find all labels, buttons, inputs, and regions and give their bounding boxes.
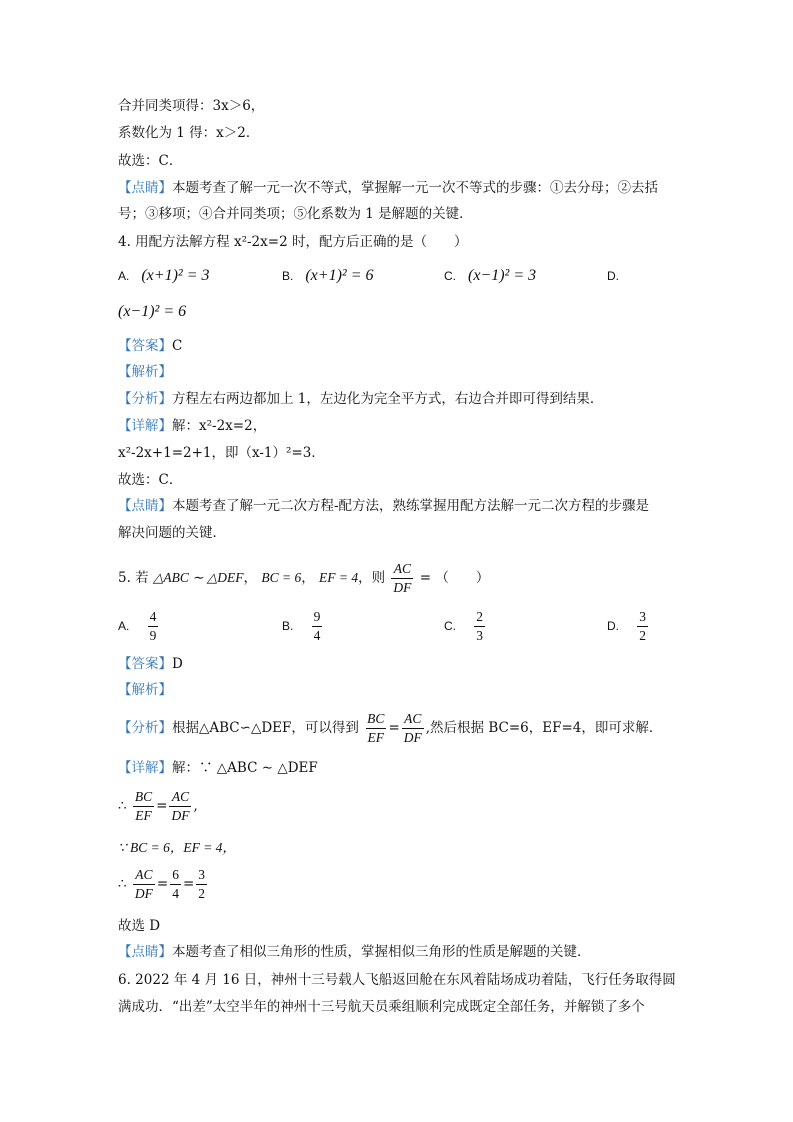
denominator: 2 [639, 628, 647, 643]
q5-option-c [444, 608, 487, 645]
numerator: 3 [639, 609, 647, 624]
because-line [118, 838, 236, 858]
option-label: B. [282, 269, 294, 283]
denominator: 9 [149, 628, 157, 643]
option-math: (x−1)² = 3 [468, 267, 537, 284]
numerator: 6 [172, 867, 179, 882]
option-label: A. [118, 269, 130, 283]
answer-value: C [172, 338, 183, 354]
q5-option-a [118, 608, 160, 645]
dianjing-line [118, 942, 591, 962]
section-tag: 【解析】 [118, 364, 172, 380]
section-tag: 【分析】 [118, 720, 172, 736]
denominator: DF [393, 580, 412, 595]
therefore-symbol: ∴ [118, 876, 127, 892]
detail-line [118, 416, 266, 436]
option-math: (x+1)² = 6 [305, 267, 374, 284]
fraction [148, 608, 159, 645]
text-span: 本题考查了相似三角形的性质，掌握相似三角形的性质是解题的关键． [172, 944, 591, 960]
denominator: DF [403, 730, 422, 745]
denominator: 4 [172, 886, 179, 901]
math-span: △ABC ∼ △DEF [152, 570, 244, 585]
text-line: 号；③移项；④合并同类项；⑤化系数为 1 是解题的关键． [118, 206, 473, 222]
text-span: 5. 若 [118, 570, 149, 586]
fraction [133, 788, 154, 825]
option-label: A. [118, 619, 130, 633]
text-line: 故选：C． [118, 472, 183, 488]
q4-option-b [282, 266, 374, 286]
fraction [365, 710, 386, 747]
q4-option-a [118, 266, 210, 286]
fraction [391, 560, 413, 597]
therefore-symbol: ∴ [118, 798, 127, 814]
fraction [196, 866, 207, 903]
section-tag: 【点睛】 [118, 180, 172, 196]
numerator: 4 [149, 609, 157, 624]
fraction [133, 866, 155, 903]
math-span: BC = 6 [261, 570, 302, 585]
math-span: EF = 4 [319, 570, 359, 585]
answer-line [118, 654, 183, 674]
fraction [474, 608, 485, 645]
numerator: AC [171, 789, 190, 804]
fraction [169, 788, 191, 825]
denominator: 3 [476, 628, 484, 643]
option-math: (x+1)² = 3 [141, 267, 210, 284]
section-tag: 【点睛】 [118, 498, 172, 514]
answer-line [118, 336, 182, 356]
denominator: 2 [198, 886, 206, 901]
section-tag: 【详解】 [118, 418, 172, 434]
text-span: ，则 [358, 570, 386, 586]
analysis-line [118, 680, 172, 700]
math-span: ∵ BC = 6，EF = 4， [118, 840, 236, 855]
denominator: 4 [313, 628, 321, 643]
numerator: AC [404, 711, 422, 726]
text-line: 故选 D [118, 918, 161, 934]
text-span: 本题考查了解一元二次方程-配方法，熟练掌握用配方法解一元二次方程的步骤是 [172, 498, 650, 514]
denominator: DF [134, 886, 153, 901]
option-math: (x−1)² = 6 [118, 303, 187, 320]
text-line: 满成功．“出差”太空半年的神州十三号航天员乘组顺利完成既定全部任务，并解锁了多个 [118, 999, 645, 1015]
text-line: 系数化为 1 得：x＞2． [118, 125, 260, 141]
fenxi-line [118, 389, 603, 409]
fraction [170, 866, 181, 903]
numerator: AC [135, 867, 153, 882]
numerator: 3 [198, 867, 206, 882]
numerator: BC [134, 789, 153, 804]
section-tag: 【点睛】 [118, 944, 172, 960]
text-line: x²-2x+1=2+1，即（x-1）²=3． [118, 445, 325, 461]
denominator: EF [135, 808, 152, 823]
section-tag: 【解析】 [118, 682, 172, 698]
q4-option-d-math [118, 302, 186, 322]
option-label: D. [607, 619, 619, 633]
dianjing-line [118, 496, 649, 516]
fraction [312, 608, 323, 645]
text-span: = （ ） [419, 570, 490, 586]
section-tag: 【详解】 [118, 760, 172, 776]
text-span: 本题考查了解一元一次不等式，掌握解一元一次不等式的步骤：①去分母；②去括 [172, 180, 658, 196]
numerator: AC [393, 561, 412, 576]
q5-option-d [607, 608, 650, 645]
fraction [402, 710, 424, 747]
denominator: EF [367, 730, 385, 745]
q4-option-c [444, 266, 536, 286]
q4-option-d [607, 266, 631, 286]
dianjing-line [118, 178, 658, 198]
option-label: C. [444, 269, 456, 283]
option-label: D. [607, 269, 619, 283]
text-line: 合并同类项得：3x＞6， [118, 98, 265, 114]
text-span: 解：∵ △ABC ∼ △DEF [172, 760, 318, 776]
fraction [637, 608, 648, 645]
section-tag: 【答案】 [118, 656, 172, 672]
option-label: C. [444, 619, 456, 633]
numerator: 2 [476, 609, 484, 624]
text-span: ,然后根据 BC=6，EF=4，即可求解． [425, 720, 663, 736]
section-tag: 【答案】 [118, 338, 172, 354]
therefore-line: ∴ $\frac{AC}{DF}$ = $\frac{6}{4}$ = $\frac{3}{2}$ [118, 867, 206, 901]
answer-value: D [172, 656, 183, 672]
detail-line [118, 758, 318, 778]
question-5: 5. 若 △ABC ∼ △DEF， BC = 6， EF = 4，则 $\frac{AC}{DF}$ = （ ） [118, 561, 490, 595]
denominator: DF [171, 808, 190, 823]
analysis-line [118, 362, 172, 382]
question-4: 4. 用配方法解方程 x²-2x=2 时，配方后正确的是（ ） [118, 234, 468, 250]
section-tag: 【分析】 [118, 391, 172, 407]
numerator: 9 [313, 609, 321, 624]
text-span: 方程左右两边都加上 1，左边化为完全平方式，右边合并即可得到结果． [172, 391, 604, 407]
option-label: B. [282, 619, 294, 633]
text-line: 解决问题的关键． [118, 525, 226, 541]
text-line: 故选：C． [118, 153, 183, 169]
text-span: 根据△ABC∽△DEF，可以得到 [172, 720, 359, 736]
therefore-line: ∴ $\frac{BC}{EF}$ = $\frac{AC}{DF}$ , [118, 789, 198, 823]
numerator: BC [367, 711, 385, 726]
q5-option-b [282, 608, 324, 645]
question-6: 6. 2022 年 4 月 16 日，神州十三号载人飞船返回舱在东风着陆场成功着陆，飞行任务取得圆 [118, 972, 676, 988]
fenxi-line: 【分析】根据△ABC∽△DEF，可以得到 $\frac{BC}{EF}$ = $\frac{AC}{DF}$ ,然后根据 BC=6，EF=4，即可求解． [118, 711, 663, 745]
text-span: 解：x²-2x=2， [172, 418, 267, 434]
